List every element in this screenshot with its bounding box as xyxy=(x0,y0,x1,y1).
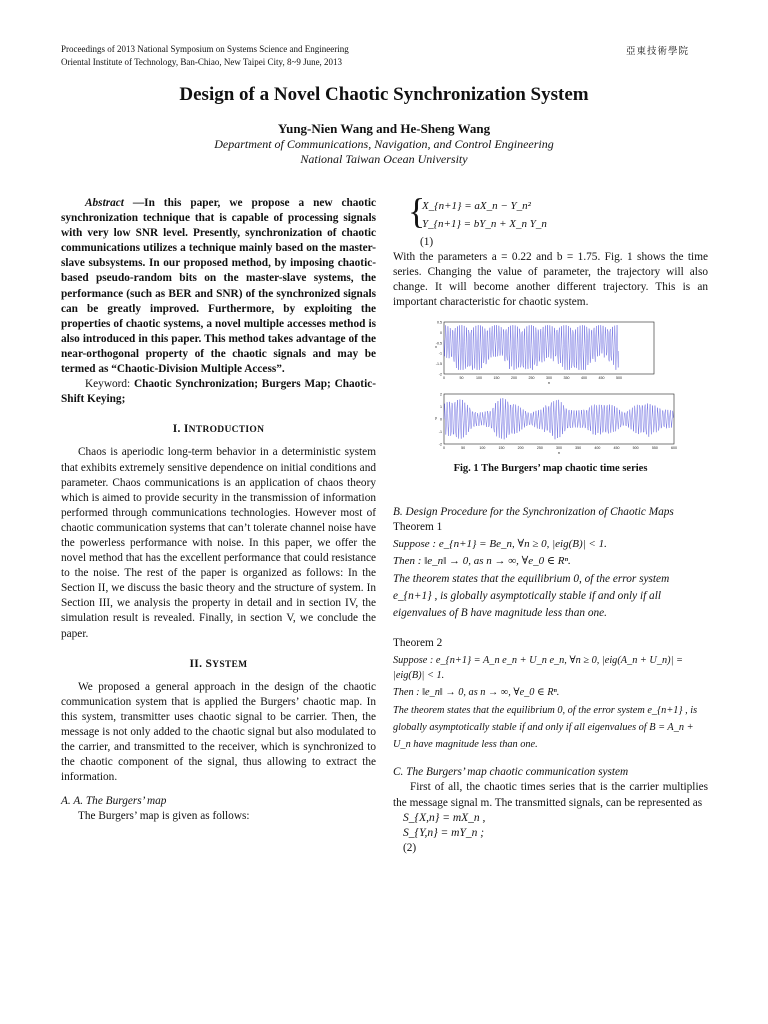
panel-1-ytick-label: -0.5 xyxy=(435,341,442,346)
panel-2-ytick-label: -2 xyxy=(438,442,442,447)
panel-1-ytick-label: -1 xyxy=(438,352,442,357)
panel-2-xtick-label: 600 xyxy=(671,446,677,451)
abstract xyxy=(61,196,376,377)
theorem-1-suppose: Suppose : e_{n+1} = Be_n, ∀n ≥ 0, |eig(B)| < 1. xyxy=(393,537,607,550)
panel-1-xtick-label: 500 xyxy=(616,376,622,381)
theorem-1-label: Theorem 1 xyxy=(393,520,443,533)
panel-1-xtick-label: 350 xyxy=(563,376,570,381)
panel-2-xtick-label: 200 xyxy=(517,446,524,451)
equation-2-line-1: S_{X,n} = mX_n , xyxy=(403,811,486,824)
section-heading-system: II. SYSTEM xyxy=(189,657,248,670)
carrier-paragraph: First of all, the chaotic times series that is the carrier multiplies the message signal m. The transmitted signals, can be represented as xyxy=(393,781,708,809)
equation-1 xyxy=(408,191,708,235)
keywords-text: Chaotic Synchronization; Burgers Map; Chaotic-Shift Keying; xyxy=(61,378,376,406)
panel-1-xtick-label: 100 xyxy=(476,376,482,381)
subsection-heading-a: A. A. The Burgers’ map xyxy=(61,795,167,808)
panel-2-xtick-label: 350 xyxy=(575,446,582,451)
equation-2-line-2: S_{Y,n} = mY_n ; xyxy=(403,826,485,839)
theorem-2-statement: The theorem states that the equilibrium 0, of the error system e_{n+1} , is globally asymptotically stable if and only if all eigenvalues of B = A_n + U_n have magnitude less than one. xyxy=(393,705,698,751)
panel-1-xtick-label: 450 xyxy=(598,376,605,381)
equation-2-label: (2) xyxy=(403,841,417,854)
theorem-2-label: Theorem 2 xyxy=(393,636,443,649)
abstract-label: Abstract xyxy=(85,197,124,209)
equation-1-label: (1) xyxy=(420,236,434,248)
panel-2-series-line xyxy=(444,399,673,440)
subsection-heading-b: B. Design Procedure for the Synchronization of Chaotic Maps xyxy=(393,505,674,518)
header-line-1: Proceedings of 2013 National Symposium on Systems Science and Engineering xyxy=(61,44,349,54)
panel-2-ytick-label: -1 xyxy=(438,430,442,435)
paper-authors: Yung-Nien Wang and He-Sheng Wang xyxy=(277,121,491,136)
theorem-1-then: Then : ‖e_n‖ → 0, as n → ∞, ∀e_0 ∈ Rⁿ. xyxy=(393,554,571,567)
panel-2-xtick-label: 450 xyxy=(613,446,620,451)
figure-1 xyxy=(428,320,690,455)
panel-1-ytick-label: -1.5 xyxy=(435,362,442,367)
panel-2-xtick-label: 500 xyxy=(632,446,639,451)
panel-2-ytick-label: 2 xyxy=(440,392,442,397)
burgers-map-intro: The Burgers’ map is given as follows: xyxy=(78,810,250,823)
affiliation-line-1: Department of Communications, Navigation, and Control Engineering xyxy=(214,137,554,151)
keywords xyxy=(61,377,376,407)
introduction-paragraph: Chaos is aperiodic long-term behavior in a deterministic system that exhibits extremely sensitive dependence on initial conditions and parameter. Chaos communications is an application of chaos theory which is aimed to provide security in the transmission of information performed through communications technologies. However most of chaotic communication systems that can’t tolerate channel noise have the powerless performance with noise. In this paper, we offer the novel method that has the excellent performance that could resistance to the noise. The rest of the paper is organized as follows: In the Section II, we discuss the basic theory and the structure of system. In Section III, we analysis the property in detail and in section IV, the simulation result is revealed. Finally, in section V, we conclude the paper. xyxy=(61,446,376,640)
equation-1-line-1: X_{n+1} = aX_n − Y_n² xyxy=(422,200,531,212)
panel-2-ytick-label: 0 xyxy=(440,417,442,422)
panel-1-xtick-label: 0 xyxy=(443,376,445,381)
panel-2-xtick-label: 300 xyxy=(556,446,562,451)
abstract-text: —In this paper, we propose a new chaotic synchronization technique that is capable of processing signals with very low SNR level. Presently, synchronization of chaotic communications utilizes a technique mainly based on the master-slave subsystems. In our proposed method, by imposing chaotic-based pseudo-random bits on the master-slave systems, the performance (such as BER and SNR) of the synchronized signals can be greatly improved. Furthermore, by exploiting the properties of chaotic systems, a novel multiple accesses method is also introduced in this paper. This method takes advantage of the near-orthogonal property of the chaotic signals and may be termed as “Chaotic-Division Multiple Access”. xyxy=(61,197,376,376)
panel-1-xlabel: n xyxy=(547,380,551,386)
header-line-2: Oriental Institute of Technology, Ban-Chiao, New Taipei City, 8~9 June, 2013 xyxy=(61,57,343,67)
panel-1-xtick-label: 400 xyxy=(581,376,587,381)
running-header xyxy=(61,43,349,69)
panel-1-xtick-label: 150 xyxy=(493,376,500,381)
panel-2-frame xyxy=(444,394,674,444)
figure-1-caption: Fig. 1 The Burgers’ map chaotic time series xyxy=(453,463,648,475)
subsection-heading-c: C. The Burgers’ map chaotic communication system xyxy=(393,766,629,779)
panel-1-series-line xyxy=(444,326,619,371)
theorem-2-suppose: Suppose : e_{n+1} = A_n e_n + U_n e_n, ∀n ≥ 0, |eig(A_n + U_n)| = |eig(B)| < 1. xyxy=(393,655,683,682)
affiliation-line-2: National Taiwan Ocean University xyxy=(300,152,468,166)
panel-2-xtick-label: 400 xyxy=(594,446,601,451)
panel-2-xtick-label: 50 xyxy=(461,446,466,451)
system-paragraph: We proposed a general approach in the design of the chaotic communication system that is applied the Burgers’ chaotic map. In this system, transmitter uses chaotic signal to be carrier. Then, the message is not only added to the chaotic signal but also modulated to the carrier, and transmitted to the receiver, which is synchronized to the chaotic component of the signal, thus allowing to extract the information. xyxy=(61,680,376,784)
panel-2-ylabel: y xyxy=(435,415,437,421)
panel-1-ytick-label: -2 xyxy=(438,372,442,377)
panel-1-xtick-label: 200 xyxy=(511,376,517,381)
panel-1-ytick-label: 0.5 xyxy=(437,320,442,325)
panel-2-xtick-label: 550 xyxy=(651,446,658,451)
header-institution: 亞東技術學院 xyxy=(626,47,690,57)
panel-2-xtick-label: 100 xyxy=(479,446,486,451)
panel-2-xlabel: n xyxy=(557,450,561,456)
equation-brace: { xyxy=(408,191,426,231)
time-series-chart xyxy=(428,320,690,455)
panel-1-xtick-label: 300 xyxy=(546,376,552,381)
panel-1-xtick-label: 250 xyxy=(528,376,535,381)
panel-2-xtick-label: 0 xyxy=(443,446,445,451)
theorem-2-then: Then : ‖e_n‖ → 0, as n → ∞, ∀e_0 ∈ Rⁿ. xyxy=(393,687,560,699)
left-column xyxy=(61,196,376,825)
panel-2-xtick-label: 150 xyxy=(498,446,505,451)
paper-title: Design of a Novel Chaotic Synchronization System xyxy=(179,84,589,105)
paper-affiliation xyxy=(0,137,768,167)
panel-1-ytick-label: 0 xyxy=(440,331,442,336)
panel-2-ytick-label: 1 xyxy=(440,405,442,410)
parameters-paragraph: With the parameters a = 0.22 and b = 1.75. Fig. 1 shows the time series. Changing the value of parameter, the trajectory will also change. It will become another different trajectory. This is an important characteristic for chaotic system. xyxy=(393,251,708,309)
theorem-1-statement: The theorem states that the equilibrium 0, of the error system e_{n+1} , is globally asymptotically stable if and only if all eigenvalues of B have magnitude less than one. xyxy=(393,572,670,619)
panel-1-xtick-label: 50 xyxy=(459,376,464,381)
panel-1-ylabel: x xyxy=(435,344,437,350)
keywords-label: Keyword: xyxy=(85,378,134,391)
equation-1-line-2: Y_{n+1} = bY_n + X_n Y_n xyxy=(422,218,547,230)
section-heading-introduction: I. INTRODUCTION xyxy=(172,423,265,436)
right-column xyxy=(393,191,708,856)
panel-2-xtick-label: 250 xyxy=(536,446,543,451)
